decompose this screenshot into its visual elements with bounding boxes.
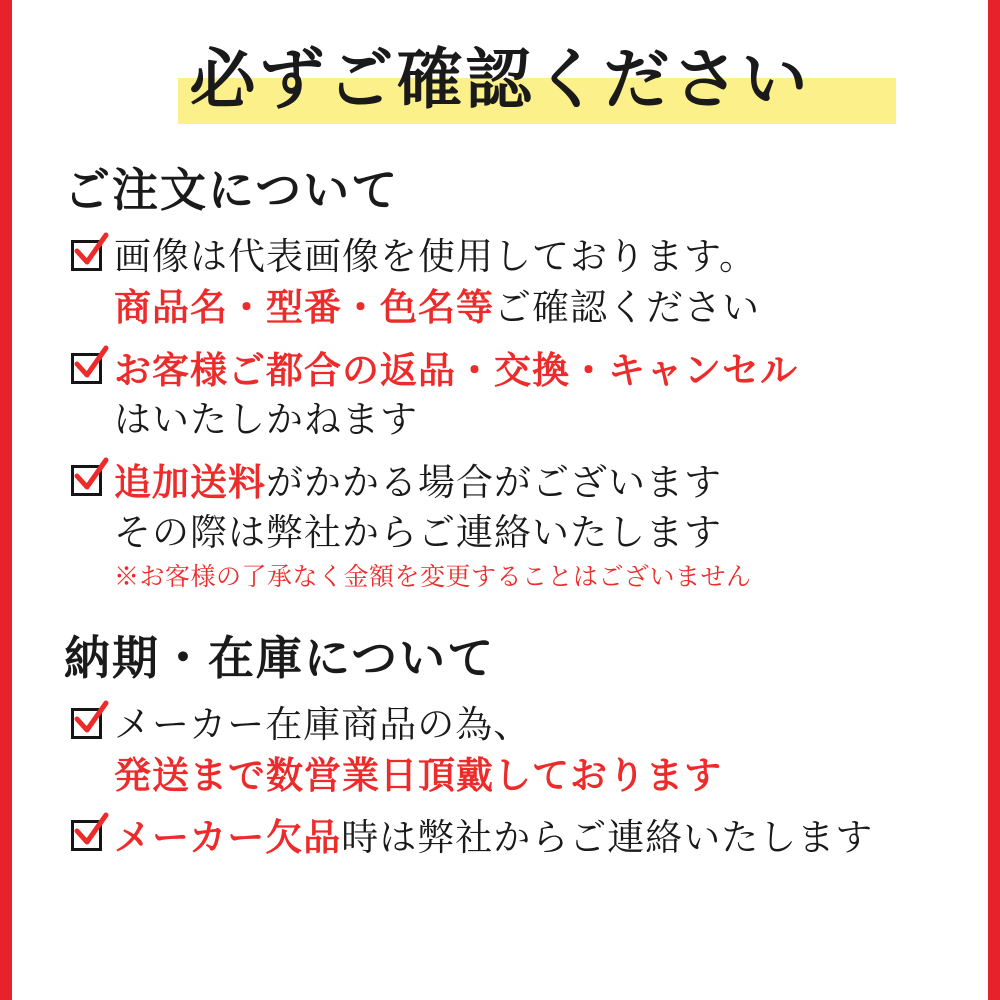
page-title: 必ずご確認ください bbox=[189, 41, 811, 118]
list-item bbox=[68, 812, 960, 863]
list-item-line: 発送まで数営業日頂戴しております bbox=[114, 753, 722, 797]
list-item-line bbox=[114, 812, 960, 863]
list-item-line: その際は弊社からご連絡いたします bbox=[114, 511, 722, 554]
emphasis-text: メーカー欠品 bbox=[114, 815, 342, 859]
checkbox-checked-icon bbox=[68, 236, 108, 276]
right-red-bar bbox=[988, 0, 1000, 1000]
check-mark-icon bbox=[73, 700, 109, 738]
list-item-line bbox=[114, 282, 960, 333]
checkbox-checked-icon bbox=[68, 461, 108, 501]
checkbox-checked-icon bbox=[68, 816, 108, 856]
notice-content bbox=[12, 0, 988, 1000]
list-item-line: 画像は代表画像を使用しております。 bbox=[114, 235, 758, 278]
plain-text: ご確認ください bbox=[494, 286, 760, 329]
list-item-line bbox=[114, 457, 960, 508]
list-item bbox=[68, 457, 960, 596]
list-item-line: お客様ご都合の返品・交換・キャンセル bbox=[114, 348, 798, 392]
plain-text: がかかる場合がございます bbox=[266, 461, 722, 504]
list-item bbox=[68, 232, 960, 333]
left-red-bar bbox=[0, 0, 12, 1000]
emphasis-text: 追加送料 bbox=[114, 460, 266, 504]
list-item bbox=[68, 345, 960, 445]
list-item-note: ※お客様の了承なく金額を変更することはございません bbox=[114, 562, 752, 591]
check-mark-icon bbox=[73, 457, 109, 495]
section-heading-delivery: 納期・在庫について bbox=[64, 631, 496, 685]
section-heading-orders: ご注文について bbox=[64, 163, 400, 217]
list-item bbox=[68, 700, 960, 800]
check-mark-icon bbox=[73, 812, 109, 850]
checkbox-checked-icon bbox=[68, 704, 108, 744]
page-title-wrap bbox=[40, 34, 960, 130]
list-item-line: メーカー在庫商品の為、 bbox=[114, 703, 532, 746]
emphasis-text: 商品名・型番・色名等 bbox=[114, 285, 494, 329]
list-item-line: はいたしかねます bbox=[114, 398, 418, 441]
check-mark-icon bbox=[73, 345, 109, 383]
plain-text: 時は弊社からご連絡いたします bbox=[341, 816, 874, 859]
checkbox-checked-icon bbox=[68, 349, 108, 389]
check-mark-icon bbox=[73, 232, 109, 270]
